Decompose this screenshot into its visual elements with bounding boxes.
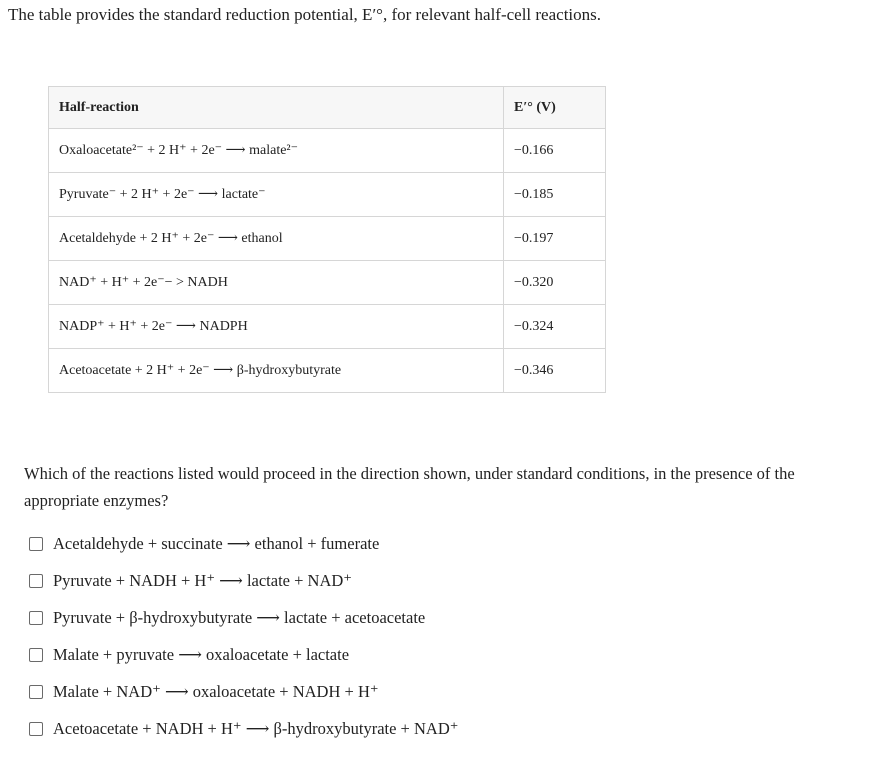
option-item[interactable] <box>29 636 458 673</box>
option-label: Malate + NAD⁺ ⟶ oxaloacetate + NADH + H⁺ <box>53 681 379 701</box>
half-reaction-cell: Pyruvate⁻ + 2 H⁺ + 2e⁻ ⟶ lactate⁻ <box>49 173 504 217</box>
checkbox[interactable] <box>29 648 43 662</box>
checkbox[interactable] <box>29 722 43 736</box>
checkbox[interactable] <box>29 537 43 551</box>
question-text: Which of the reactions listed would proceed in the direction shown, under standard conditions, in the presence of the appropriate enzymes? <box>24 464 795 510</box>
potential-cell: −0.185 <box>504 173 606 217</box>
table-row <box>49 261 606 305</box>
option-label: Pyruvate + NADH + H⁺ ⟶ lactate + NAD⁺ <box>53 570 353 590</box>
potential-cell: −0.166 <box>504 129 606 173</box>
half-reaction-cell: Oxaloacetate²⁻ + 2 H⁺ + 2e⁻ ⟶ malate²⁻ <box>49 129 504 173</box>
checkbox[interactable] <box>29 574 43 588</box>
option-item[interactable] <box>29 599 458 636</box>
half-reaction-cell: Acetoacetate + 2 H⁺ + 2e⁻ ⟶ β-hydroxybutyrate <box>49 349 504 393</box>
potential-cell: −0.320 <box>504 261 606 305</box>
option-label: Pyruvate + β-hydroxybutyrate ⟶ lactate + acetoacetate <box>53 607 426 627</box>
table-row <box>49 305 606 349</box>
checkbox[interactable] <box>29 685 43 699</box>
potential-cell: −0.346 <box>504 349 606 393</box>
option-item[interactable] <box>29 525 458 562</box>
option-item[interactable] <box>29 673 458 710</box>
option-label: Acetaldehyde + succinate ⟶ ethanol + fumerate <box>53 533 380 553</box>
half-reaction-cell: Acetaldehyde + 2 H⁺ + 2e⁻ ⟶ ethanol <box>49 217 504 261</box>
intro-text: The table provides the standard reduction potential, E′°, for relevant half-cell reactions. <box>8 5 602 24</box>
potential-cell: −0.324 <box>504 305 606 349</box>
half-reaction-cell: NAD⁺ + H⁺ + 2e⁻− > NADH <box>49 261 504 305</box>
answer-options <box>29 525 458 747</box>
potentials-table <box>48 86 606 393</box>
option-label: Malate + pyruvate ⟶ oxaloacetate + lactate <box>53 644 350 664</box>
potential-cell: −0.197 <box>504 217 606 261</box>
checkbox[interactable] <box>29 611 43 625</box>
option-item[interactable] <box>29 562 458 599</box>
header-potential: E′° (V) <box>504 87 606 129</box>
table-row <box>49 173 606 217</box>
option-item[interactable] <box>29 710 458 747</box>
header-half-reaction: Half-reaction <box>49 87 504 129</box>
table-row <box>49 129 606 173</box>
table-row <box>49 217 606 261</box>
table-row <box>49 349 606 393</box>
half-reaction-cell: NADP⁺ + H⁺ + 2e⁻ ⟶ NADPH <box>49 305 504 349</box>
table-header-row <box>49 87 606 129</box>
option-label: Acetoacetate + NADH + H⁺ ⟶ β-hydroxybutyrate + NAD⁺ <box>53 718 459 738</box>
